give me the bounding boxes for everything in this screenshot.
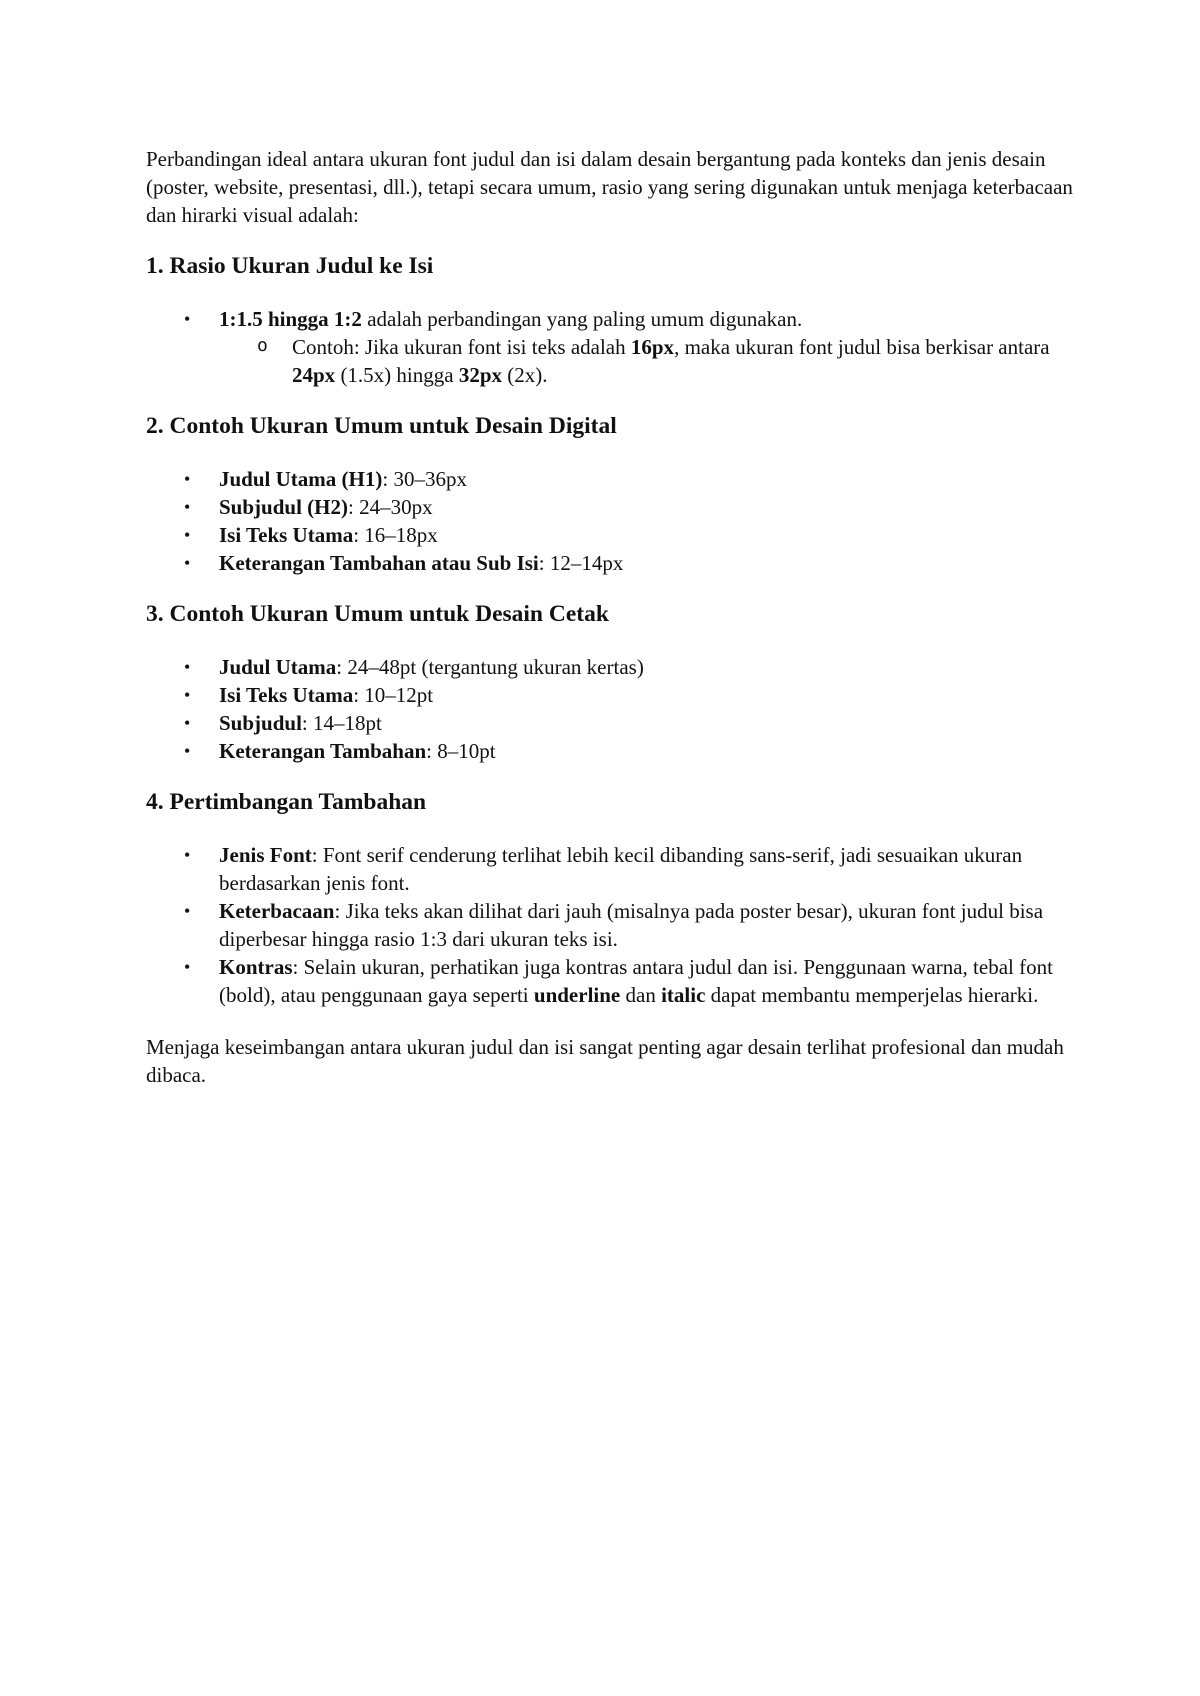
bullet-icon: • bbox=[184, 901, 191, 921]
item-label: Subjudul bbox=[219, 711, 302, 735]
sub-text: Contoh: Jika ukuran font isi teks adalah bbox=[292, 335, 631, 359]
sub-list-item bbox=[219, 333, 1076, 389]
item-label: Jenis Font bbox=[219, 843, 312, 867]
item-label: Keterangan Tambahan atau Sub Isi bbox=[219, 551, 539, 575]
closing-paragraph: Menjaga keseimbangan antara ukuran judul dan isi sangat penting agar desain terlihat profesional dan mudah dibaca. bbox=[146, 1035, 1064, 1087]
item-value: : Font serif cenderung terlihat lebih kecil dibanding sans-serif, jadi sesuaikan ukuran berdasarkan jenis font. bbox=[219, 843, 1023, 895]
item-value: : Selain ukuran, perhatikan juga kontras antara judul dan isi. Penggunaan warna, tebal font (bold), atau penggunaan gaya seperti bbox=[219, 955, 1053, 1007]
item-label: Isi Teks Utama bbox=[219, 683, 354, 707]
list-item bbox=[146, 841, 1076, 897]
section-3-heading: 3. Contoh Ukuran Umum untuk Desain Cetak bbox=[146, 601, 609, 627]
list-item bbox=[146, 897, 1076, 953]
sub-text: (1.5x) hingga bbox=[335, 363, 459, 387]
document-body bbox=[146, 145, 1076, 1089]
section-1-sublist bbox=[219, 333, 1076, 389]
item-text: adalah perbandingan yang paling umum digunakan. bbox=[361, 307, 803, 331]
section-1-list bbox=[146, 305, 1076, 389]
item-label: Keterbacaan bbox=[219, 899, 335, 923]
item-label: Kontras bbox=[219, 955, 293, 979]
inline-bold: underline bbox=[533, 983, 621, 1007]
sub-text: , maka ukuran font judul bisa berkisar antara bbox=[674, 335, 1050, 359]
item-label: 1:1.5 hingga 1:2 bbox=[219, 307, 362, 331]
section-2-heading: 2. Contoh Ukuran Umum untuk Desain Digital bbox=[146, 413, 617, 439]
section-4-list bbox=[146, 841, 1076, 1009]
list-item bbox=[146, 737, 1076, 765]
item-value: dan bbox=[620, 983, 662, 1007]
list-item bbox=[146, 465, 1076, 493]
intro-paragraph: Perbandingan ideal antara ukuran font judul dan isi dalam desain bergantung pada konteks dan jenis desain (poster, website, presentasi, dll.), tetapi secara umum, rasio yang sering digunakan untuk menjaga keterbacaan dan hirarki visual adalah: bbox=[146, 147, 1073, 227]
item-label: Judul Utama (H1) bbox=[219, 467, 383, 491]
list-item bbox=[146, 305, 1076, 389]
section-2-list bbox=[146, 465, 1076, 577]
sub-bullet-icon: o bbox=[257, 335, 268, 356]
item-value: : 30–36px bbox=[382, 467, 467, 491]
list-item bbox=[146, 521, 1076, 549]
item-value: : 10–12pt bbox=[353, 683, 434, 707]
section-1-heading: 1. Rasio Ukuran Judul ke Isi bbox=[146, 253, 434, 279]
bullet-icon: • bbox=[184, 957, 191, 977]
item-value: : Jika teks akan dilihat dari jauh (misalnya pada poster besar), ukuran font judul bisa diperbesar hingga rasio 1:3 dari ukuran teks isi. bbox=[219, 899, 1044, 951]
item-value: : 12–14px bbox=[538, 551, 624, 575]
bullet-icon: • bbox=[184, 657, 191, 677]
item-value: dapat membantu memperjelas hierarki. bbox=[705, 983, 1039, 1007]
sub-bold: 32px bbox=[458, 363, 503, 387]
list-item bbox=[146, 953, 1076, 1009]
bullet-icon: • bbox=[184, 685, 191, 705]
section-3-list bbox=[146, 653, 1076, 765]
bullet-icon: • bbox=[184, 741, 191, 761]
bullet-icon: • bbox=[184, 713, 191, 733]
list-item bbox=[146, 549, 1076, 577]
section-4-heading: 4. Pertimbangan Tambahan bbox=[146, 789, 427, 815]
inline-bold: italic bbox=[661, 983, 706, 1007]
item-value: : 14–18pt bbox=[301, 711, 382, 735]
sub-bold: 16px bbox=[630, 335, 675, 359]
list-item bbox=[146, 653, 1076, 681]
item-label: Judul Utama bbox=[219, 655, 337, 679]
bullet-icon: • bbox=[184, 469, 191, 489]
list-item bbox=[146, 493, 1076, 521]
item-value: : 24–30px bbox=[347, 495, 433, 519]
bullet-icon: • bbox=[184, 497, 191, 517]
sub-bold: 24px bbox=[292, 363, 336, 387]
item-value: : 24–48pt (tergantung ukuran kertas) bbox=[336, 655, 644, 679]
bullet-icon: • bbox=[184, 553, 191, 573]
bullet-icon: • bbox=[184, 309, 191, 329]
item-label: Subjudul (H2) bbox=[219, 495, 348, 519]
item-label: Keterangan Tambahan bbox=[219, 739, 427, 763]
item-label: Isi Teks Utama bbox=[219, 523, 354, 547]
bullet-icon: • bbox=[184, 845, 191, 865]
bullet-icon: • bbox=[184, 525, 191, 545]
list-item bbox=[146, 709, 1076, 737]
item-value: : 8–10pt bbox=[426, 739, 496, 763]
list-item bbox=[146, 681, 1076, 709]
sub-text: (2x). bbox=[502, 363, 548, 387]
item-value: : 16–18px bbox=[353, 523, 438, 547]
